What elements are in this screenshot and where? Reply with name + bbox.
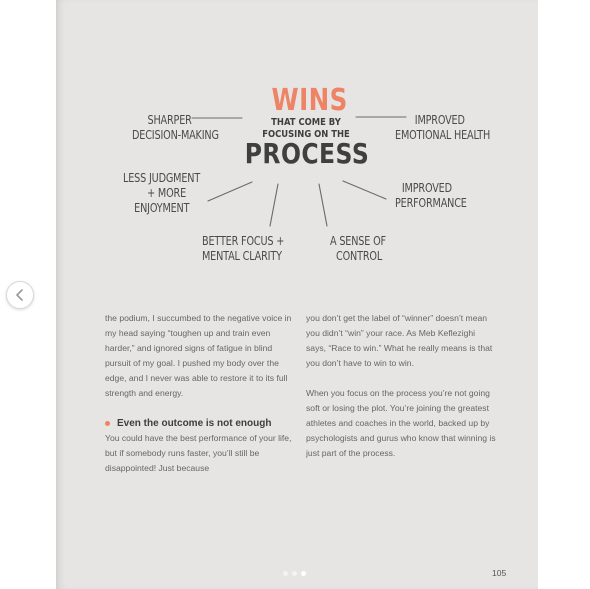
carousel-indicator: [283, 571, 306, 576]
decision-making-line: DECISION-MAKING: [132, 127, 219, 142]
sharper-line: SHARPER: [147, 112, 192, 127]
chevron-left-icon: [15, 289, 25, 301]
improved-line-2: IMPROVED: [401, 180, 452, 195]
carousel-dot-3[interactable]: [301, 571, 306, 576]
carousel-dot-2[interactable]: [292, 571, 297, 576]
sharper-decision-making-label: [132, 112, 219, 142]
right-column: [306, 311, 496, 461]
previous-slide-button[interactable]: [6, 281, 34, 309]
right-paragraph-2: When you focus on the process you’re not going soft or losing the plot. You’re joining the greatest athletes and coaches in the world, backed up by psychologists and gurus who know that winning is just part of the process.: [306, 388, 496, 458]
focusing-on-the-line: FOCUSING ON THE: [262, 129, 350, 140]
performance-line: PERFORMANCE: [395, 195, 467, 210]
left-column: [105, 311, 295, 476]
enjoyment-line: ENJOYMENT: [134, 200, 190, 215]
carousel-dot-1[interactable]: [283, 571, 288, 576]
page-number: 105: [492, 568, 507, 578]
subheading-text: Even the outcome is not enough: [117, 418, 272, 429]
subheading: [105, 416, 295, 431]
improved-emotional-health-label: [395, 112, 490, 142]
better-focus-line: BETTER FOCUS +: [202, 233, 285, 248]
more-line: + MORE: [147, 185, 187, 200]
left-paragraph-1: the podium, I succumbed to the negative voice in my head saying “toughen up and train even harder,” and ignored signs of fatigue in blind pursuit of my goal. I pushed my body over the edge, and I never was able to restore it to its full strength and energy.: [105, 313, 292, 398]
sense-of-line: A SENSE OF: [330, 233, 386, 248]
sense-of-control-label: [330, 233, 386, 263]
right-paragraph-1: you don’t get the label of “winner” doesn’t mean you didn’t “win” your race. As Meb Keflezighi says, “Race to win.” What he really means is that you don’t have to win to win.: [306, 313, 493, 368]
improved-line-1: IMPROVED: [414, 112, 465, 127]
improved-performance-label: [395, 180, 467, 210]
less-judgment-label: [123, 170, 200, 215]
emotional-health-line: EMOTIONAL HEALTH: [395, 127, 491, 142]
that-come-by-line: THAT COME BY: [271, 117, 341, 128]
process-heading: PROCESS: [244, 137, 370, 170]
bullet-dot-icon: [105, 421, 110, 426]
left-paragraph-2: You could have the best performance of your life, but if somebody runs faster, you’ll still be disappointed! Just because: [105, 433, 292, 473]
wins-diagram: [56, 0, 538, 290]
mental-clarity-line: MENTAL CLARITY: [202, 248, 282, 263]
control-line: CONTROL: [336, 248, 383, 263]
wins-heading: WINS: [271, 83, 348, 118]
better-focus-label: [202, 233, 284, 263]
less-judgment-line: LESS JUDGMENT: [123, 170, 201, 185]
book-page: [56, 0, 538, 589]
